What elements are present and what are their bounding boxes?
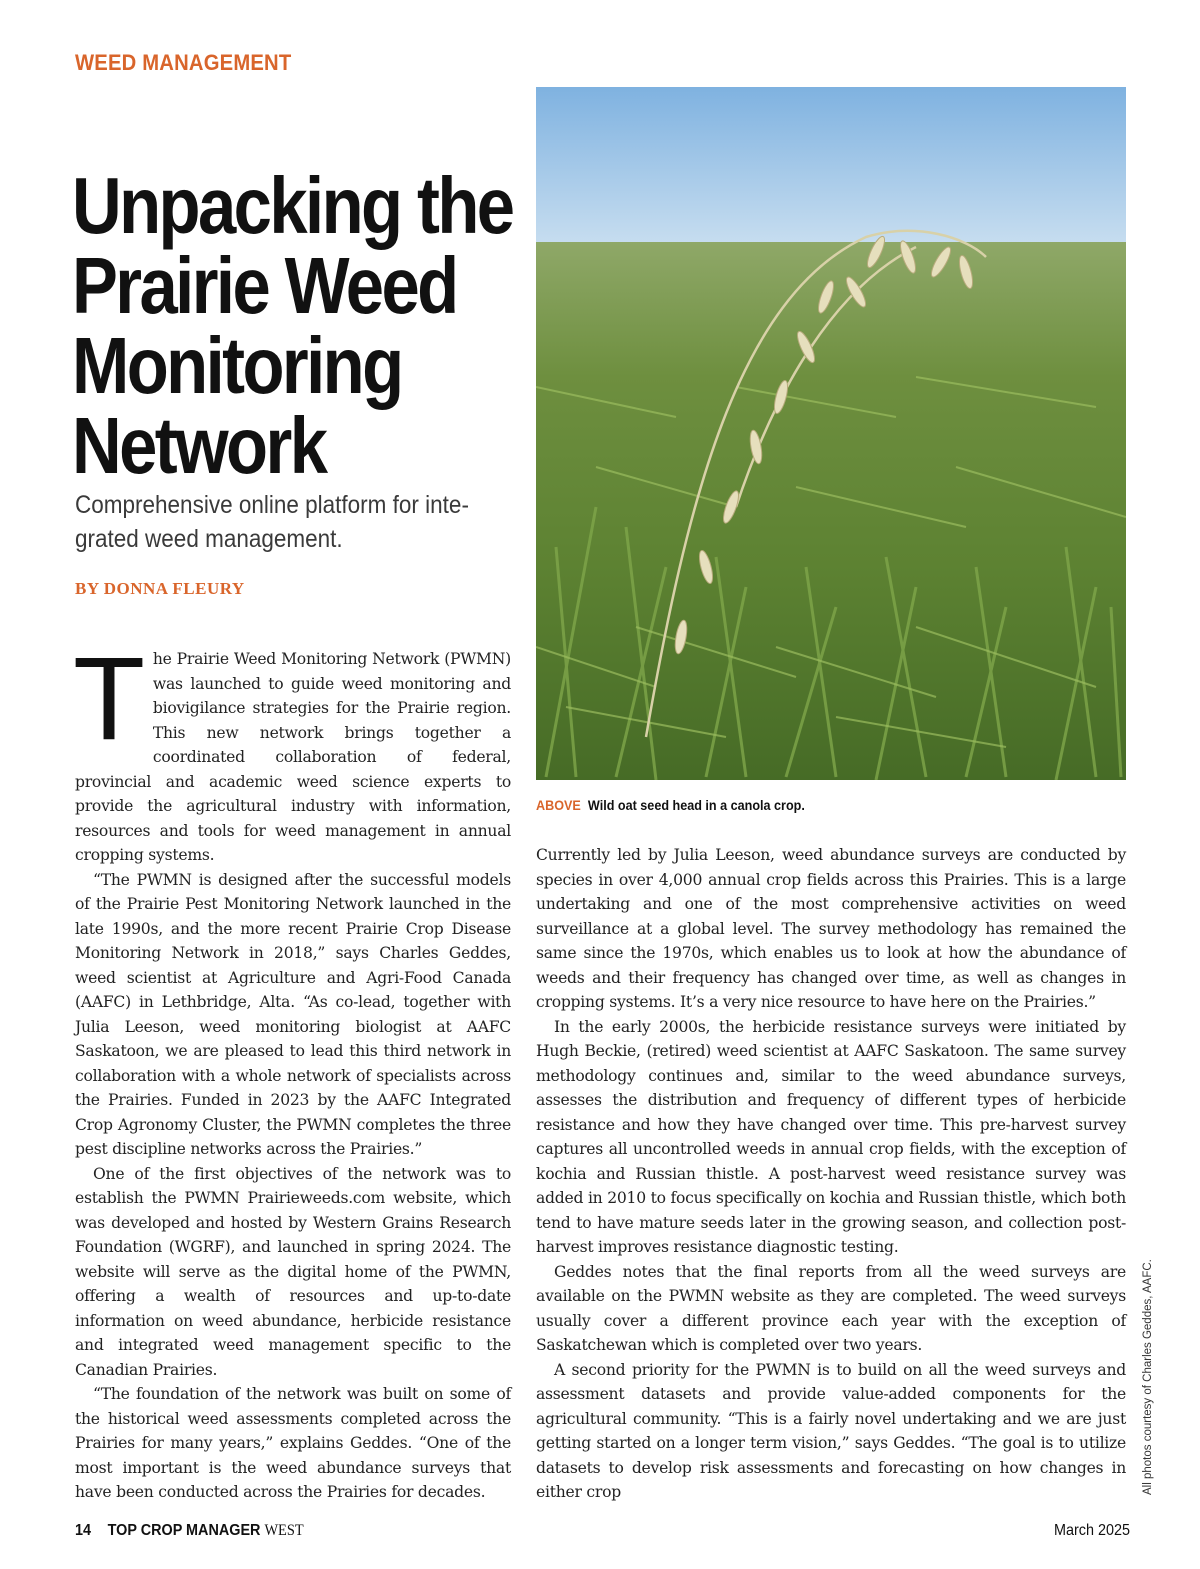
- paragraph-text: he Prairie Weed Monitoring Network (PWMN) was launched to guide weed monitoring and biovigilance strategies for the Prairie region. This new network brings together a coordinated collaboration of federal, provincial and academic weed science experts to provide the agricultural industry with information, resources and tools for weed management in annual cropping systems.: [75, 650, 511, 864]
- body-paragraph: “The PWMN is designed after the successful models of the Prairie Pest Monitoring Network launched in the late 1990s, and the more recent Prairie Crop Disease Monitoring Network in 2018,” says Charles Geddes, weed scientist at Agriculture and Agri-Food Canada (AAFC) in Lethbridge, Alta. “As co-lead, together with Julia Leeson, weed monitoring biologist at AAFC Saskatoon, we are pleased to lead this third network in collaboration with a whole network of specialists across the Prairies. Funded in 2023 by the AAFC Integrated Crop Agronomy Cluster, the PWMN completes the three pest discipline networks across the Prairies.”: [75, 870, 511, 1158]
- caption-text: Wild oat seed head in a canola crop.: [587, 797, 805, 813]
- photo-caption: [536, 797, 805, 813]
- issue-date: March 2025: [1054, 1522, 1131, 1539]
- page-footer: [75, 1522, 304, 1540]
- body-paragraph: “The foundation of the network was built on some of the historical weed assessments completed across the Prairies for many years,” explains Geddes. “One of the most important is the weed abundance surveys that have been conducted across the Prairies for decades.: [75, 1385, 511, 1501]
- headline-line: Unpacking the: [72, 161, 513, 250]
- body-paragraph: Geddes notes that the final reports from all the weed surveys are available on the PWMN website as they are completed. The weed surveys usually cover a different province each year with the exception of Saskatchewan which is completed over two years.: [536, 1262, 1126, 1354]
- byline: BY DONNA FLEURY: [75, 579, 245, 598]
- photo-credit: All photos courtesy of Charles Geddes, AAFC.: [1142, 1259, 1154, 1495]
- article-headline: [72, 161, 554, 490]
- magazine-edition: WEST: [264, 1522, 304, 1539]
- body-column-right: [536, 843, 1126, 1505]
- body-paragraph: [73, 633, 511, 868]
- caption-label: ABOVE: [536, 797, 581, 813]
- article-subhead: Comprehensive online platform for inte-grated weed management.: [75, 491, 469, 553]
- body-paragraph: One of the first objectives of the network was to establish the PWMN Prairieweeds.com website, which was developed and hosted by Western Grains Research Foundation (WGRF), and launched in spring 2024. The website will serve as the digital home of the PWMN, offering a wealth of resources and up-to-date information on weed abundance, herbicide resistance and integrated weed management specific to the Canadian Prairies.: [75, 1164, 511, 1379]
- magazine-name: TOP CROP MANAGER: [107, 1522, 261, 1539]
- body-paragraph: In the early 2000s, the herbicide resistance surveys were initiated by Hugh Beckie, (retired) weed scientist at AAFC Saskatoon. The same survey methodology continues and, similar to the weed abundance surveys, assesses the distribution and frequency of different types of herbicide resistance and how they have changed over time. This pre-harvest survey captures all uncontrolled weeds in annual crop fields, with the exception of kochia and Russian thistle. A post-harvest weed resistance survey was added in 2010 to focus specifically on kochia and Russian thistle, which both tend to have mature seeds later in the growing season, and collection post-harvest improves resistance diagnostic testing.: [536, 1017, 1126, 1256]
- wild-oat-canola-photo: [536, 87, 1126, 780]
- headline-line: Monitoring: [72, 321, 402, 410]
- section-label: WEED MANAGEMENT: [75, 50, 292, 75]
- body-paragraph: A second priority for the PWMN is to build on all the weed surveys and assessment datasets and provide value-added components for the agricultural community. “This is a fairly novel undertaking and we are just getting started on a longer term vision,” says Geddes. “The goal is to utilize datasets to develop risk assessments and forecasting on how changes in either crop: [536, 1360, 1126, 1501]
- drop-cap: T: [73, 633, 145, 765]
- headline-line: Prairie Weed: [72, 241, 457, 330]
- page-number: 14: [75, 1522, 92, 1539]
- headline-line: Network: [72, 401, 326, 490]
- body-paragraph: Currently led by Julia Leeson, weed abundance surveys are conducted by species in over 4,000 annual crop fields across this Prairies. This is a large undertaking and one of the most comprehensive activities on weed surveillance at a global level. The survey methodology has remained the same since the 1970s, which enables us to look at how the abundance of weeds and their frequency has changed over time, as well as changes in cropping systems. It’s a very nice resource to have here on the Prairies.”: [536, 846, 1126, 1011]
- body-column-left: [73, 633, 511, 1505]
